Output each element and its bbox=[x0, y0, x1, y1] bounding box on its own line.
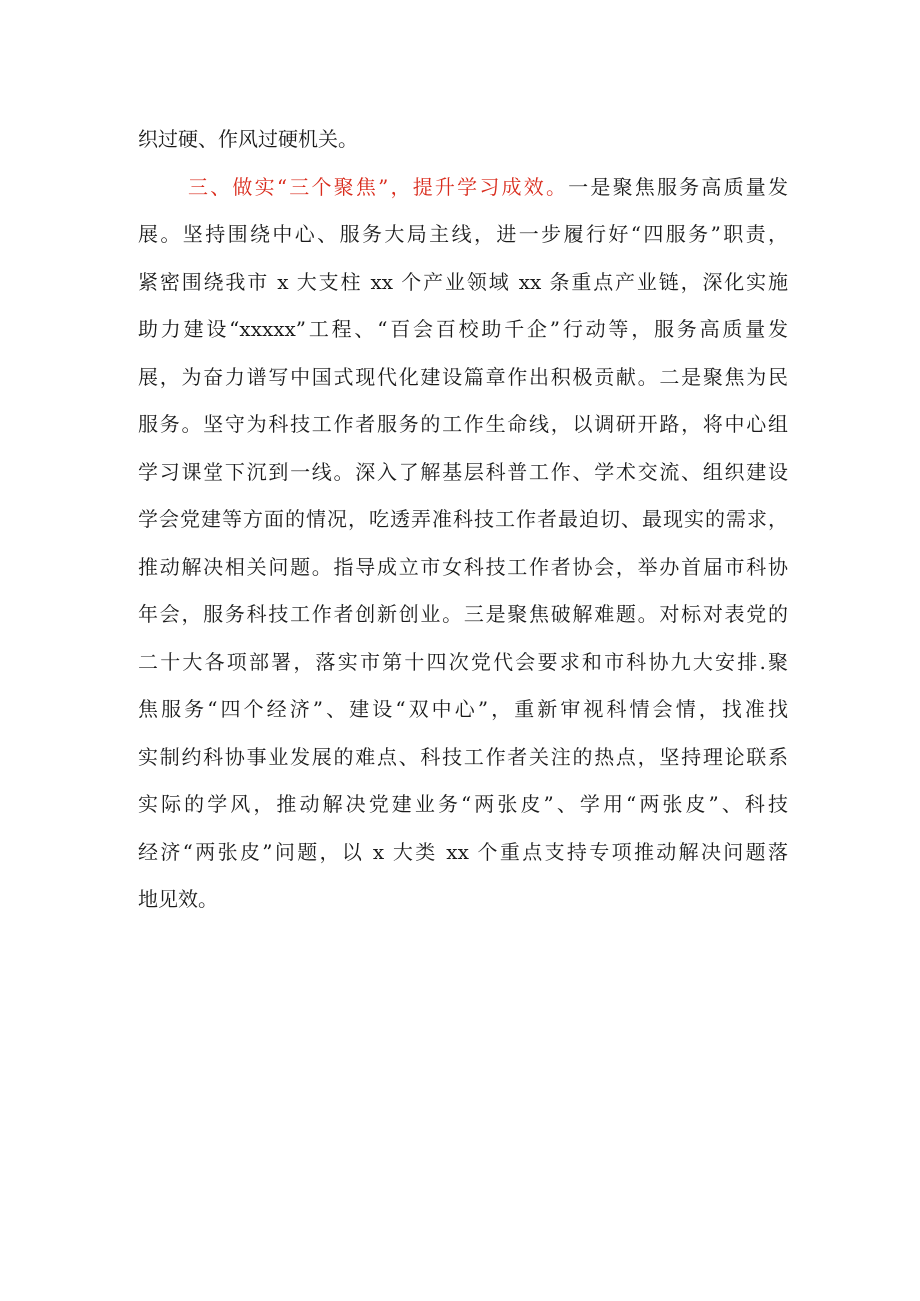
text-line: 焦服务“四个经济”、建设“双中心”，重新审视科情会情，找准找 bbox=[138, 697, 788, 721]
text-line: 展。坚持围绕中心、服务大局主线，进一步履行好“四服务”职责， bbox=[138, 222, 788, 246]
text-line: 推动解决相关问题。指导成立市女科技工作者协会，举办首届市科协 bbox=[138, 554, 788, 579]
section-heading-line bbox=[138, 164, 788, 212]
section-heading: 三、做实“三个聚焦”，提升学习成效。 bbox=[188, 174, 569, 199]
text-line: 地见效。 bbox=[138, 887, 218, 911]
text-line: 展，为奋力谱写中国式现代化建设篇章作出积极贡献。二是聚焦为民 bbox=[138, 364, 788, 389]
text-line: 二十大各项部署，落实市第十四次党代会要求和市科协九大安排.聚 bbox=[138, 649, 788, 674]
document-body bbox=[138, 116, 788, 924]
heading-continuation: 一是聚焦服务高质量发 bbox=[568, 174, 789, 199]
text-line: 学习课堂下沉到一线。深入了解基层科普工作、学术交流、组织建设 bbox=[138, 459, 788, 484]
text-line: 助力建设“xxxxx”工程、“百会百校助千企”行动等，服务高质量发 bbox=[138, 317, 788, 341]
text-line: 紧密围绕我市 x 大支柱 xx 个产业领域 xx 条重点产业链，深化实施 bbox=[138, 269, 788, 294]
text-line: 实制约科协事业发展的难点、科技工作者关注的热点，坚持理论联系 bbox=[138, 744, 788, 769]
text-line: 织过硬、作风过硬机关。 bbox=[138, 127, 358, 151]
text-line: 服务。坚守为科技工作者服务的工作生命线，以调研开路，将中心组 bbox=[138, 412, 788, 436]
text-line: 年会，服务科技工作者创新创业。三是聚焦破解难题。对标对表党的 bbox=[138, 602, 788, 626]
text-line: 学会党建等方面的情况，吃透弄准科技工作者最迫切、最现实的需求， bbox=[138, 507, 788, 531]
text-line: 实际的学风，推动解决党建业务“两张皮”、学用“两张皮”、科技 bbox=[138, 792, 788, 816]
text-line: 经济“两张皮”问题，以 x 大类 xx 个重点支持专项推动解决问题落 bbox=[138, 839, 788, 864]
